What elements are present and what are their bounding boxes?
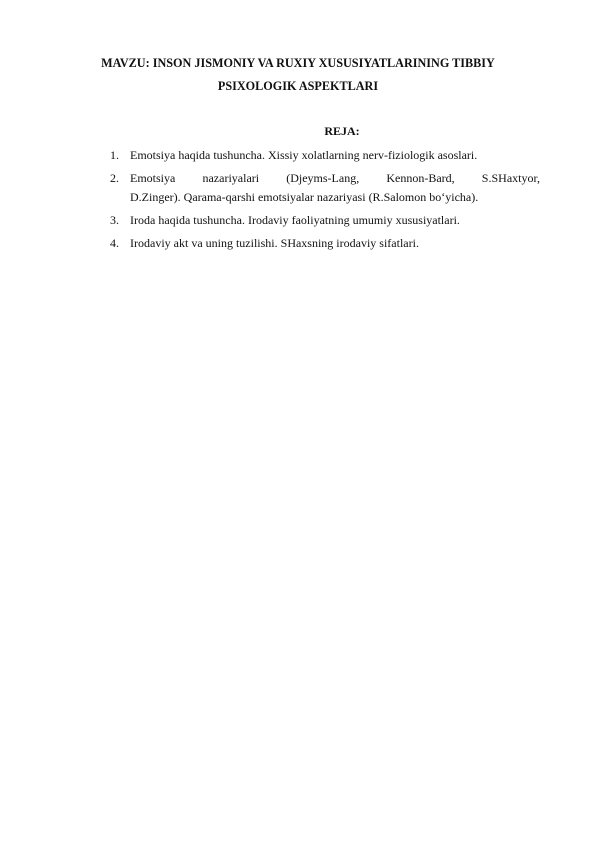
title-line-1: MAVZU: INSON JISMONIY VA RUXIY XUSUSIYATLARINING TIBBIY xyxy=(101,56,495,70)
document-title xyxy=(70,52,526,98)
title-line-2: PSIXOLOGIK ASPEKTLARI xyxy=(217,79,379,93)
plan-heading: REJA: xyxy=(324,124,360,138)
plan-item-number: 1. xyxy=(110,148,119,162)
plan-item-text: Iroda haqida tushuncha. Irodaviy faoliyatning umumiy xususiyatlari. xyxy=(130,213,460,227)
plan-item-text-line-1: Emotsiya nazariyalari (Djeyms-Lang, Kennon-Bard, S.SHaxtyor, xyxy=(130,171,540,185)
plan-item-number: 3. xyxy=(110,213,119,227)
plan-item-text-line-2: D.Zinger). Qarama-qarshi emotsiyalar nazariyasi (R.Salomon bo‘yicha). xyxy=(130,190,479,204)
plan-item-3 xyxy=(110,211,540,230)
plan-item-text: Emotsiya haqida tushuncha. Xissiy xolatlarning nerv-fiziologik asoslari. xyxy=(130,148,478,162)
plan-item-4 xyxy=(110,234,540,253)
plan-item-text: Irodaviy akt va uning tuzilishi. SHaxsning irodaviy sifatlari. xyxy=(130,236,419,250)
plan-item-2 xyxy=(110,169,540,207)
plan-item-number: 2. xyxy=(110,171,119,185)
plan-item-1 xyxy=(110,146,540,165)
plan-item-number: 4. xyxy=(110,236,119,250)
plan-list xyxy=(110,146,540,257)
